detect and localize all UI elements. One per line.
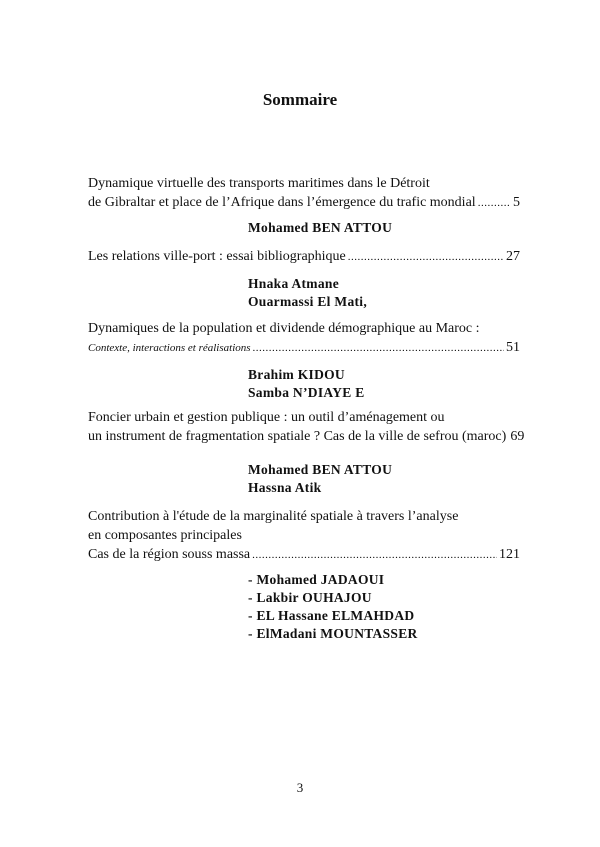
entry-title-line: Dynamiques de la population et dividende démographique au Maroc : [88,321,480,336]
author-name: - ElMadani MOUNTASSER [248,626,418,641]
entry-subtitle: Contexte, interactions et réalisations [88,342,251,354]
leader-dots [253,339,504,358]
leader-dots [478,194,511,213]
entry-title-line: Dynamique virtuelle des transports maritimes dans le Détroit [88,176,430,191]
author-name: Ouarmassi El Mati, [248,294,368,309]
leader-dots [252,546,497,565]
entry-title-line: de Gibraltar et place de l’Afrique dans l’émergence du trafic mondial [88,195,476,210]
author-name: - Mohamed JADAOUI [248,572,385,587]
entry-title-line: Les relations ville-port : essai bibliographique [88,249,346,264]
entry-title-line: Cas de la région souss massa [88,547,251,562]
entry-leader-line [88,247,520,267]
entry-authors [248,275,520,311]
entry-title-line: Foncier urbain et gestion publique : un outil d’aménagement ou [88,410,445,425]
entry-page-number: 27 [506,249,520,264]
author-name: Samba N’DIAYE E [248,385,365,400]
author-name: Hnaka Atmane [248,276,339,291]
toc-entry-4[interactable] [88,408,525,497]
entry-title-line: en composantes principales [88,528,242,543]
entry-page-number: 121 [499,547,520,562]
entry-title-line: un instrument de fragmentation spatiale ? Cas de la ville de sefrou (maroc) [88,429,507,444]
entry-leader-line [88,427,525,447]
author-name: Mohamed BEN ATTOU [248,462,393,477]
entry-title-line: Contribution à l'étude de la marginalité spatiale à travers l’analyse [88,509,459,524]
entry-leader-line [88,193,520,213]
entry-authors [248,461,520,497]
entry-page-number: 5 [513,195,520,210]
toc-entry-3[interactable] [88,319,520,402]
author-name: - Lakbir OUHAJOU [248,590,372,605]
author-name: Brahim KIDOU [248,367,345,382]
page-title: Sommaire [262,90,338,109]
entry-authors [248,571,520,643]
entry-page-number: 51 [506,340,520,355]
author-name: - EL Hassane ELMAHDAD [248,608,415,623]
author-name: Hassna Atik [248,480,322,495]
entry-page-number: 69 [510,429,525,444]
author-name: Mohamed BEN ATTOU [248,220,393,235]
leader-dots [348,248,504,267]
toc-entry-1[interactable] [88,174,520,237]
entry-leader-line [88,338,520,358]
page-number: 3 [296,780,304,795]
entry-authors [248,366,520,402]
toc-entry-2[interactable] [88,247,520,311]
toc-entry-5[interactable] [88,507,520,643]
entry-authors [248,219,520,237]
entry-leader-line [88,545,520,565]
